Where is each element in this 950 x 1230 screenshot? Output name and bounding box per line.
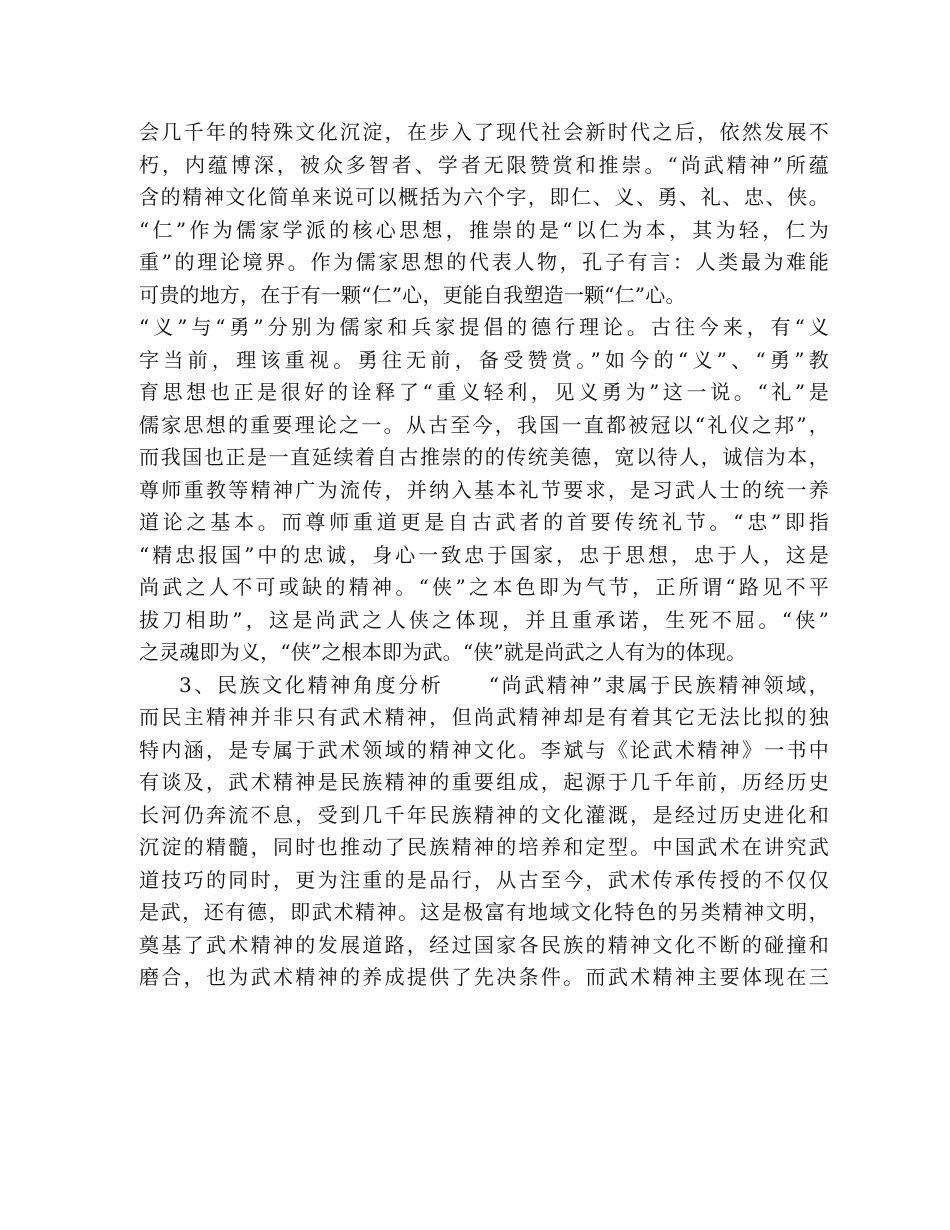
text-line: 尊师重教等精神广为流传，并纳入基本礼节要求，是习武人士的统一养 (139, 477, 829, 502)
text-line: 是武，还有德，即武术精神。这是极富有地域文化特色的另类精神文明， (139, 900, 829, 924)
text-line: 特内涵，是专属于武术领域的精神文化。李斌与《论武术精神》一书中 (139, 737, 829, 762)
text-line: “精忠报国”中的忠诚，身心一致忠于国家，忠于思想，忠于人，这是 (139, 542, 829, 567)
text-line: 会几千年的特殊文化沉淀，在步入了现代社会新时代之后，依然发展不 (139, 120, 829, 144)
text-line: 有谈及，武术精神是民族精神的重要组成，起源于几千年前，历经历史 (139, 770, 829, 794)
text-line: 奠基了武术精神的发展道路，经过国家各民族的精神文化不断的碰撞和 (139, 932, 829, 957)
text-line: 而我国也正是一直延续着自古推崇的的传统美德，宽以待人，诚信为本， (139, 445, 829, 469)
text-line: 道论之基本。而尊师重道更是自古武者的首要传统礼节。“忠”即指 (139, 510, 829, 534)
body-text (139, 116, 829, 994)
text-line: 朽，内蕴博深，被众多智者、学者无限赞赏和推崇。“尚武精神”所蕴 (139, 152, 829, 177)
text-line: 重”的理论境界。作为儒家思想的代表人物，孔子有言：人类最为难能 (139, 250, 829, 274)
section-heading-line: 3、民族文化精神角度分析 “尚武精神”隶属于民族精神领域， (179, 672, 829, 697)
text-line: 字当前，理该重视。勇往无前，备受赞赏。”如今的“义”、“勇”教 (139, 347, 829, 372)
text-line: 而民主精神并非只有武术精神，但尚武精神却是有着其它无法比拟的独 (139, 705, 829, 729)
text-line: 道技巧的同时，更为注重的是品行，从古至今，武术传承传授的不仅仅 (139, 867, 829, 892)
text-line: “义”与“勇”分别为儒家和兵家提倡的德行理论。古往今来，有“义 (139, 315, 829, 339)
text-line: 可贵的地方，在于有一颗“仁”心，更能自我塑造一颗“仁”心。 (139, 282, 686, 307)
text-line: 磨合，也为武术精神的养成提供了先决条件。而武术精神主要体现在三 (139, 965, 829, 989)
text-line: 沉淀的精髓，同时也推动了民族精神的培养和定型。中国武术在讲究武 (139, 835, 829, 859)
text-line: 含的精神文化简单来说可以概括为六个字，即仁、义、勇、礼、忠、侠。 (139, 185, 829, 209)
text-line: 拔刀相助”，这是尚武之人侠之体现，并且重承诺，生死不屈。“侠” (139, 607, 829, 632)
text-line: 之灵魂即为义，“侠”之根本即为武。“侠”就是尚武之人有为的体现。 (139, 640, 747, 664)
text-line: 育思想也正是很好的诠释了“重义轻利，见义勇为”这一说。“礼”是 (139, 380, 829, 404)
text-line: 长河仍奔流不息，受到几千年民族精神的文化灌溉，是经过历史进化和 (139, 802, 829, 827)
text-line: 尚武之人不可或缺的精神。“侠”之本色即为气节，正所谓“路见不平 (139, 575, 829, 599)
text-line: “仁”作为儒家学派的核心思想，推崇的是“以仁为本，其为轻，仁为 (139, 217, 829, 242)
text-line: 儒家思想的重要理论之一。从古至今，我国一直都被冠以“礼仪之邦”， (139, 412, 829, 437)
